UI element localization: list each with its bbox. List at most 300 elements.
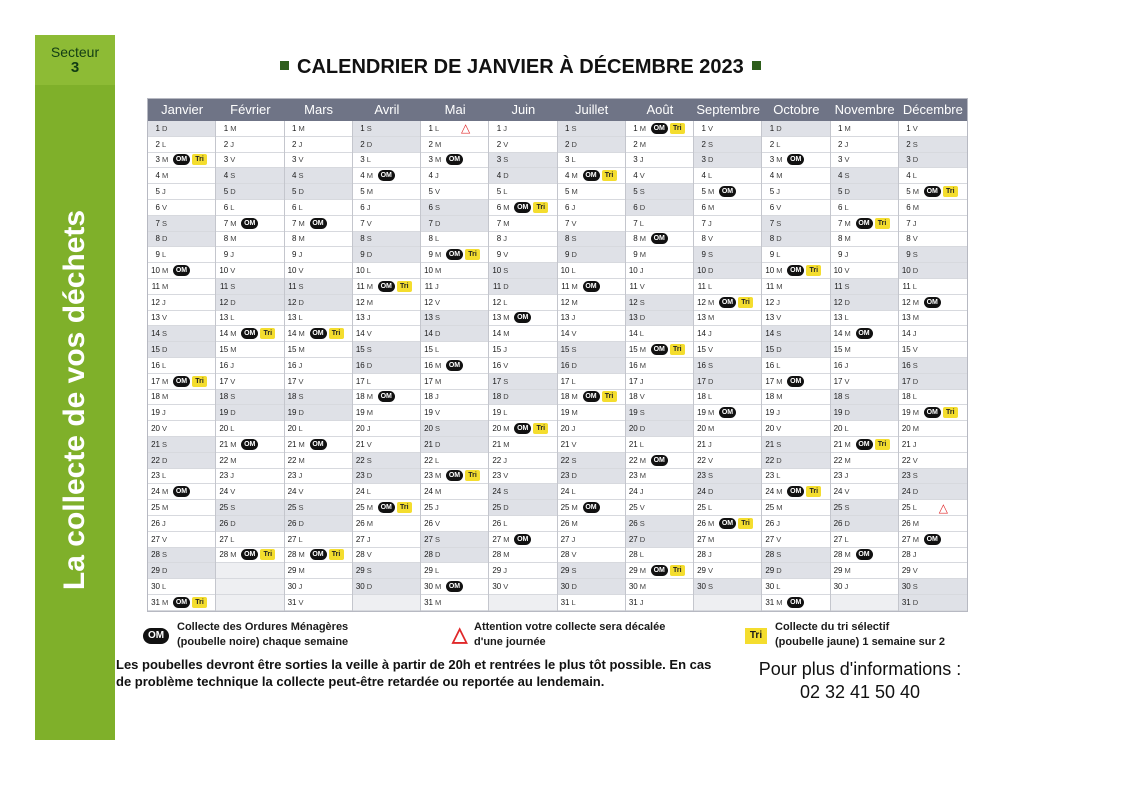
day-cell — [558, 247, 625, 263]
day-cell — [762, 579, 829, 595]
sidebar — [35, 35, 115, 740]
day-number: 12 — [628, 297, 638, 307]
day-number: 20 — [765, 424, 775, 434]
day-cell — [489, 311, 556, 327]
day-number: 7 — [906, 218, 911, 228]
day-cell — [899, 563, 967, 579]
day-number: 9 — [360, 250, 365, 260]
day-number: 30 — [901, 582, 911, 591]
calendar-grid — [148, 121, 967, 611]
month-column — [626, 121, 694, 611]
day-number: 23 — [355, 471, 365, 481]
empty-day-cell — [216, 579, 283, 595]
tri-badge-icon: Tri — [192, 376, 207, 387]
day-cell — [899, 421, 967, 437]
weekday-letter: D — [639, 424, 646, 434]
weekday-letter: V — [503, 250, 509, 260]
day-number: 13 — [492, 313, 502, 323]
day-number: 25 — [697, 503, 706, 513]
weekday-letter: S — [844, 503, 850, 513]
day-cell — [558, 279, 625, 295]
day-cell — [762, 153, 829, 169]
day-cell — [558, 437, 625, 453]
day-cell — [558, 263, 625, 279]
day-cell — [626, 500, 693, 516]
weekday-letter: S — [844, 392, 850, 402]
day-cell — [831, 184, 898, 200]
day-cell — [148, 469, 215, 485]
day-number: 13 — [765, 313, 775, 323]
weekday-letter: V — [912, 234, 918, 244]
warning-triangle-icon: △ — [938, 500, 948, 515]
day-cell — [285, 247, 352, 263]
day-number: 4 — [633, 171, 638, 181]
day-cell — [831, 437, 898, 453]
day-number: 8 — [223, 234, 229, 244]
day-cell — [626, 595, 693, 611]
day-cell — [626, 342, 693, 358]
day-cell — [694, 469, 761, 485]
day-cell — [558, 500, 625, 516]
weekday-letter: M — [571, 187, 578, 197]
day-number: 8 — [292, 234, 297, 244]
day-cell — [626, 548, 693, 564]
month-header: Août — [646, 102, 674, 117]
day-cell — [489, 579, 556, 595]
weekday-letter: S — [366, 455, 372, 465]
month-header: Janvier — [161, 102, 204, 117]
weekday-letter: S — [366, 123, 372, 133]
day-number: 16 — [697, 360, 706, 370]
weekday-letter: S — [639, 187, 645, 197]
day-number: 19 — [901, 408, 911, 418]
day-cell — [762, 279, 829, 295]
month-header: Décembre — [902, 102, 963, 117]
day-number: 17 — [287, 376, 297, 386]
day-number: 4 — [428, 171, 433, 181]
day-number: 16 — [765, 360, 775, 370]
day-number: 26 — [219, 518, 229, 528]
day-number: 2 — [701, 139, 706, 149]
day-cell — [899, 484, 967, 500]
day-cell — [558, 374, 625, 390]
day-number: 11 — [492, 281, 502, 291]
weekday-letter: D — [708, 155, 714, 165]
day-cell — [489, 453, 556, 469]
day-number: 19 — [560, 408, 570, 418]
day-cell — [216, 484, 283, 500]
day-number: 14 — [560, 329, 570, 339]
day-number: 18 — [560, 392, 570, 402]
day-cell — [148, 390, 215, 406]
day-cell — [148, 342, 215, 358]
day-cell — [899, 358, 967, 374]
day-number: 29 — [492, 566, 502, 576]
day-cell — [762, 216, 829, 232]
day-cell — [694, 500, 761, 516]
day-cell — [353, 548, 420, 564]
day-number: 27 — [901, 534, 911, 544]
day-number: 26 — [151, 518, 160, 528]
weekday-letter: M — [639, 345, 646, 355]
weekday-letter: M — [503, 424, 510, 434]
tri-badge-icon: Tri — [260, 328, 275, 339]
day-number: 7 — [360, 218, 365, 228]
day-cell — [626, 216, 693, 232]
weekday-letter: M — [912, 408, 919, 418]
day-number: 16 — [424, 360, 433, 370]
day-number: 5 — [292, 187, 297, 197]
day-cell — [762, 563, 829, 579]
day-number: 3 — [633, 155, 638, 165]
weekday-letter: D — [298, 297, 304, 307]
day-cell — [421, 247, 488, 263]
weekday-letter: M — [912, 187, 919, 197]
day-number: 25 — [628, 503, 638, 513]
om-badge-icon: OM — [378, 170, 395, 181]
om-badge-icon: OM — [310, 439, 327, 450]
day-number: 18 — [424, 392, 433, 402]
weekday-letter: L — [639, 439, 644, 449]
day-number: 14 — [492, 329, 502, 339]
legend-om-line1: Collecte des Ordures Ménagères — [177, 621, 349, 633]
day-cell — [558, 342, 625, 358]
weekday-letter: M — [639, 360, 646, 370]
day-number: 28 — [287, 550, 297, 560]
day-number: 12 — [151, 297, 160, 307]
weekday-letter: M — [639, 566, 646, 576]
day-cell — [831, 358, 898, 374]
day-number: 26 — [355, 518, 365, 528]
day-number: 21 — [492, 439, 502, 449]
day-number: 1 — [906, 123, 911, 133]
day-number: 27 — [697, 534, 706, 544]
weekday-letter: J — [912, 218, 917, 228]
om-badge-icon: OM — [719, 518, 736, 529]
weekday-letter: L — [708, 503, 713, 513]
day-number: 31 — [151, 597, 160, 607]
weekday-letter: L — [776, 250, 781, 260]
day-cell — [148, 121, 215, 137]
day-cell — [489, 137, 556, 153]
day-number: 2 — [769, 139, 775, 149]
weekday-letter: M — [776, 597, 783, 607]
day-cell — [899, 469, 967, 485]
weekday-letter: M — [708, 202, 715, 212]
om-badge-icon: OM — [173, 376, 190, 387]
day-number: 11 — [902, 281, 911, 291]
day-cell — [558, 453, 625, 469]
day-number: 7 — [565, 218, 570, 228]
day-cell — [762, 469, 829, 485]
om-badge-icon: OM — [651, 455, 668, 466]
day-cell — [421, 500, 488, 516]
weekday-letter: L — [503, 297, 508, 307]
weekday-letter: J — [230, 139, 234, 149]
day-cell — [831, 311, 898, 327]
day-cell — [762, 184, 829, 200]
day-cell — [626, 484, 693, 500]
day-number: 9 — [428, 250, 433, 260]
day-number: 26 — [901, 518, 911, 528]
day-number: 14 — [424, 329, 433, 339]
day-number: 19 — [219, 408, 229, 418]
om-badge-icon: OM — [378, 502, 395, 513]
day-number: 22 — [833, 455, 843, 465]
day-number: 28 — [424, 550, 433, 560]
weekday-letter: M — [366, 281, 373, 291]
month-header: Avril — [374, 102, 400, 117]
tri-badge-icon: Tri — [329, 328, 344, 339]
day-cell — [285, 421, 352, 437]
day-cell — [421, 484, 488, 500]
day-cell — [353, 326, 420, 342]
day-cell — [626, 437, 693, 453]
weekday-letter: M — [162, 597, 169, 607]
weekday-letter: M — [708, 408, 715, 418]
day-cell — [694, 279, 761, 295]
day-number: 30 — [765, 582, 775, 591]
weekday-letter: M — [503, 439, 510, 449]
weekday-letter: M — [162, 266, 169, 276]
day-number: 16 — [560, 360, 570, 370]
day-number: 4 — [565, 171, 570, 181]
day-number: 25 — [833, 503, 843, 513]
day-number: 21 — [355, 439, 365, 449]
day-cell — [899, 263, 967, 279]
weekday-letter: L — [912, 281, 917, 291]
day-number: 13 — [901, 313, 911, 323]
weekday-letter: J — [844, 360, 849, 370]
day-number: 11 — [834, 281, 843, 291]
day-number: 8 — [565, 234, 570, 244]
weekday-letter: S — [571, 566, 577, 576]
weekday-letter: S — [571, 123, 577, 133]
weekday-letter: M — [230, 455, 237, 465]
day-number: 3 — [155, 155, 160, 165]
day-cell — [148, 153, 215, 169]
day-cell — [421, 326, 488, 342]
day-number: 18 — [901, 392, 911, 402]
weekday-letter: J — [708, 218, 712, 228]
day-number: 16 — [492, 360, 502, 370]
day-number: 5 — [360, 187, 365, 197]
day-number: 23 — [765, 471, 775, 481]
day-number: 24 — [424, 487, 433, 497]
weekday-letter: V — [776, 534, 782, 544]
day-number: 19 — [628, 408, 638, 418]
day-number: 30 — [560, 582, 570, 591]
day-number: 21 — [833, 439, 843, 449]
weekday-letter: M — [503, 534, 510, 544]
day-number: 26 — [287, 518, 297, 528]
weekday-letter: M — [776, 376, 783, 386]
day-cell — [762, 121, 829, 137]
om-badge-icon: OM — [651, 233, 668, 244]
weekday-letter: M — [776, 155, 783, 165]
weekday-letter: M — [503, 218, 510, 228]
day-cell — [353, 184, 420, 200]
weekday-letter: M — [366, 503, 373, 513]
day-cell — [285, 358, 352, 374]
day-cell — [762, 137, 829, 153]
day-number: 13 — [151, 313, 160, 323]
day-cell — [489, 153, 556, 169]
weekday-letter: L — [366, 266, 371, 276]
day-cell — [421, 216, 488, 232]
weekday-letter: M — [435, 582, 442, 591]
weekday-letter: D — [844, 408, 850, 418]
weekday-letter: S — [571, 234, 577, 244]
weekday-letter: V — [162, 534, 168, 544]
weekday-letter: M — [366, 392, 373, 402]
day-number: 6 — [769, 202, 775, 212]
day-cell — [216, 469, 283, 485]
tri-badge-icon: Tri — [329, 549, 344, 560]
day-cell — [148, 232, 215, 248]
day-cell — [558, 484, 625, 500]
om-badge-icon: OM — [173, 486, 190, 497]
day-number: 24 — [697, 487, 706, 497]
weekday-letter: D — [435, 218, 441, 228]
day-cell — [285, 153, 352, 169]
om-badge-icon: OM — [719, 186, 736, 197]
day-cell — [558, 405, 625, 421]
day-cell — [899, 342, 967, 358]
day-cell — [216, 500, 283, 516]
weekday-letter: M — [708, 187, 715, 197]
day-cell — [285, 232, 352, 248]
sidebar-title: La collecte de vos déchets — [58, 209, 91, 591]
legend-warn-line1: Attention votre collecte sera décalée — [474, 621, 666, 633]
weekday-letter: D — [571, 582, 577, 591]
day-cell — [489, 295, 556, 311]
day-number: 3 — [360, 155, 365, 165]
day-number: 29 — [628, 566, 638, 576]
day-cell — [285, 405, 352, 421]
om-badge-icon: OM — [241, 218, 258, 229]
weekday-letter: M — [708, 313, 715, 323]
month-header: Juillet — [575, 102, 609, 117]
warning-triangle-icon: △ — [452, 624, 468, 646]
day-number: 8 — [769, 234, 775, 244]
day-cell — [558, 390, 625, 406]
day-number: 3 — [496, 155, 502, 165]
day-cell — [899, 453, 967, 469]
day-cell — [558, 121, 625, 137]
day-cell — [421, 390, 488, 406]
day-cell — [489, 200, 556, 216]
weekday-letter: M — [230, 345, 237, 355]
day-cell — [285, 168, 352, 184]
weekday-letter: L — [298, 313, 303, 323]
day-cell — [148, 453, 215, 469]
day-cell — [831, 326, 898, 342]
day-number: 23 — [219, 471, 229, 481]
day-cell — [762, 532, 829, 548]
weekday-letter: M — [639, 582, 646, 591]
day-cell — [285, 374, 352, 390]
day-number: 16 — [287, 360, 297, 370]
day-cell — [285, 295, 352, 311]
weekday-letter: M — [571, 392, 578, 402]
day-number: 31 — [628, 597, 638, 607]
day-cell — [353, 247, 420, 263]
weekday-letter: M — [230, 218, 237, 228]
day-cell — [694, 247, 761, 263]
om-badge-icon: OM — [651, 123, 668, 134]
weekday-letter: M — [639, 455, 646, 465]
weekday-letter: M — [912, 202, 919, 212]
day-number: 10 — [287, 266, 297, 276]
weekday-letter: D — [571, 139, 577, 149]
day-number: 13 — [355, 313, 365, 323]
weekday-letter: V — [639, 503, 645, 513]
weekday-letter: S — [708, 139, 714, 149]
day-number: 13 — [287, 313, 297, 323]
month-header: Mai — [444, 102, 466, 117]
day-cell — [285, 532, 352, 548]
day-number: 12 — [697, 297, 706, 307]
day-cell — [831, 137, 898, 153]
om-badge-icon: OM — [787, 154, 804, 165]
day-number: 29 — [765, 566, 775, 576]
weekday-letter: L — [844, 534, 849, 544]
day-number: 18 — [628, 392, 638, 402]
weekday-letter: M — [503, 202, 510, 212]
weekday-letter: S — [776, 218, 782, 228]
om-badge-icon: OM — [241, 439, 258, 450]
day-cell — [831, 579, 898, 595]
day-cell — [421, 421, 488, 437]
weekday-letter: L — [230, 202, 235, 212]
day-number: 25 — [287, 503, 297, 513]
weekday-letter: S — [912, 360, 918, 370]
day-number: 4 — [769, 171, 775, 181]
day-number: 15 — [560, 345, 570, 355]
weekday-letter: M — [298, 439, 305, 449]
day-cell — [353, 532, 420, 548]
day-cell — [421, 469, 488, 485]
weekday-letter: L — [298, 424, 303, 434]
day-number: 31 — [424, 597, 433, 607]
tri-badge-icon: Tri — [806, 486, 821, 497]
weekday-letter: J — [639, 487, 644, 497]
om-badge-icon: OM — [583, 170, 600, 181]
om-badge-icon: OM — [173, 154, 190, 165]
day-cell — [148, 484, 215, 500]
day-number: 5 — [496, 187, 502, 197]
day-number: 20 — [492, 424, 502, 434]
day-cell — [762, 500, 829, 516]
day-number: 17 — [492, 376, 502, 386]
day-cell — [285, 263, 352, 279]
weekday-letter: D — [366, 360, 373, 370]
day-cell — [626, 153, 693, 169]
weekday-letter: V — [708, 345, 714, 355]
day-number: 22 — [628, 455, 638, 465]
day-cell — [148, 184, 215, 200]
day-number: 12 — [287, 297, 297, 307]
day-number: 6 — [838, 202, 843, 212]
day-cell — [762, 358, 829, 374]
day-cell — [694, 121, 761, 137]
weekday-letter: V — [162, 202, 168, 212]
day-cell — [694, 579, 761, 595]
weekday-letter: V — [366, 329, 372, 339]
weekday-letter: M — [708, 534, 715, 544]
day-cell — [899, 153, 967, 169]
